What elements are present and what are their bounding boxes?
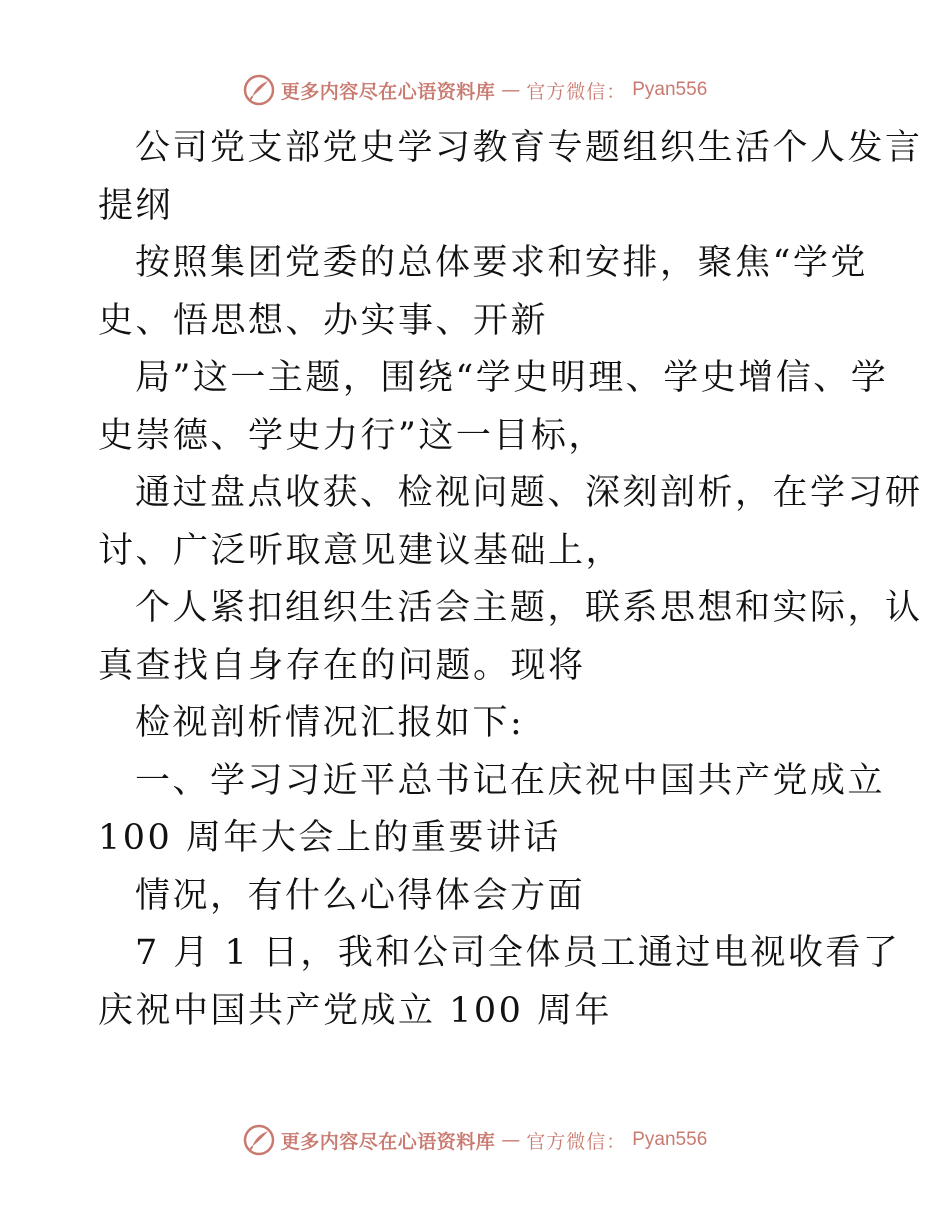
watermark-separator: — xyxy=(501,79,521,101)
document-title-line: 公司党支部党史学习教育专题组织生活个人发言 xyxy=(135,128,923,168)
quill-logo-icon xyxy=(243,74,275,106)
document-body xyxy=(98,120,923,1040)
section-heading-line: 情况，有什么心得体会方面 xyxy=(135,875,586,916)
watermark-official-label: 官方微信： xyxy=(526,1130,627,1153)
paragraph-line: 真查找自身存在的问题。现将 xyxy=(98,645,586,686)
paragraph-line: 庆祝中国共产党成立 100 周年 xyxy=(98,990,613,1031)
watermark-official-label: 官方微信： xyxy=(526,80,627,103)
section-heading-line: 一、学习习近平总书记在庆祝中国共产党成立 xyxy=(135,760,886,801)
document-title-line: 提纲 xyxy=(98,185,174,226)
paragraph-line: 局”这一主题，围绕“学史明理、学史增信、学 xyxy=(135,358,889,398)
watermark-site-text: 更多内容尽在心语资料库 xyxy=(280,1130,496,1153)
watermark-separator: — xyxy=(501,1129,521,1151)
paragraph-line: 7 月 1 日，我和公司全体员工通过电视收看了 xyxy=(135,933,901,973)
paragraph-line: 通过盘点收获、检视问题、深刻剖析，在学习研 xyxy=(135,473,923,513)
paragraph-line: 讨、广泛听取意见建议基础上， xyxy=(98,530,624,571)
paragraph-line: 个人紧扣组织生活会主题，联系思想和实际，认 xyxy=(135,588,923,628)
paragraph-line: 检视剖析情况汇报如下: xyxy=(135,703,525,743)
quill-logo-icon xyxy=(243,1124,275,1156)
paragraph-line: 史崇德、学史力行”这一目标， xyxy=(98,415,606,456)
watermark-wechat-id: Pyan556 xyxy=(632,1129,708,1150)
footer-watermark xyxy=(0,1120,950,1160)
section-heading-line: 100 周年大会上的重要讲话 xyxy=(98,818,561,858)
header-watermark xyxy=(0,70,950,110)
paragraph-line: 按照集团党委的总体要求和安排，聚焦“学党 xyxy=(135,243,868,283)
watermark-wechat-id: Pyan556 xyxy=(632,79,708,100)
watermark-site-text: 更多内容尽在心语资料库 xyxy=(280,80,496,103)
paragraph-line: 史、悟思想、办实事、开新 xyxy=(98,300,549,341)
